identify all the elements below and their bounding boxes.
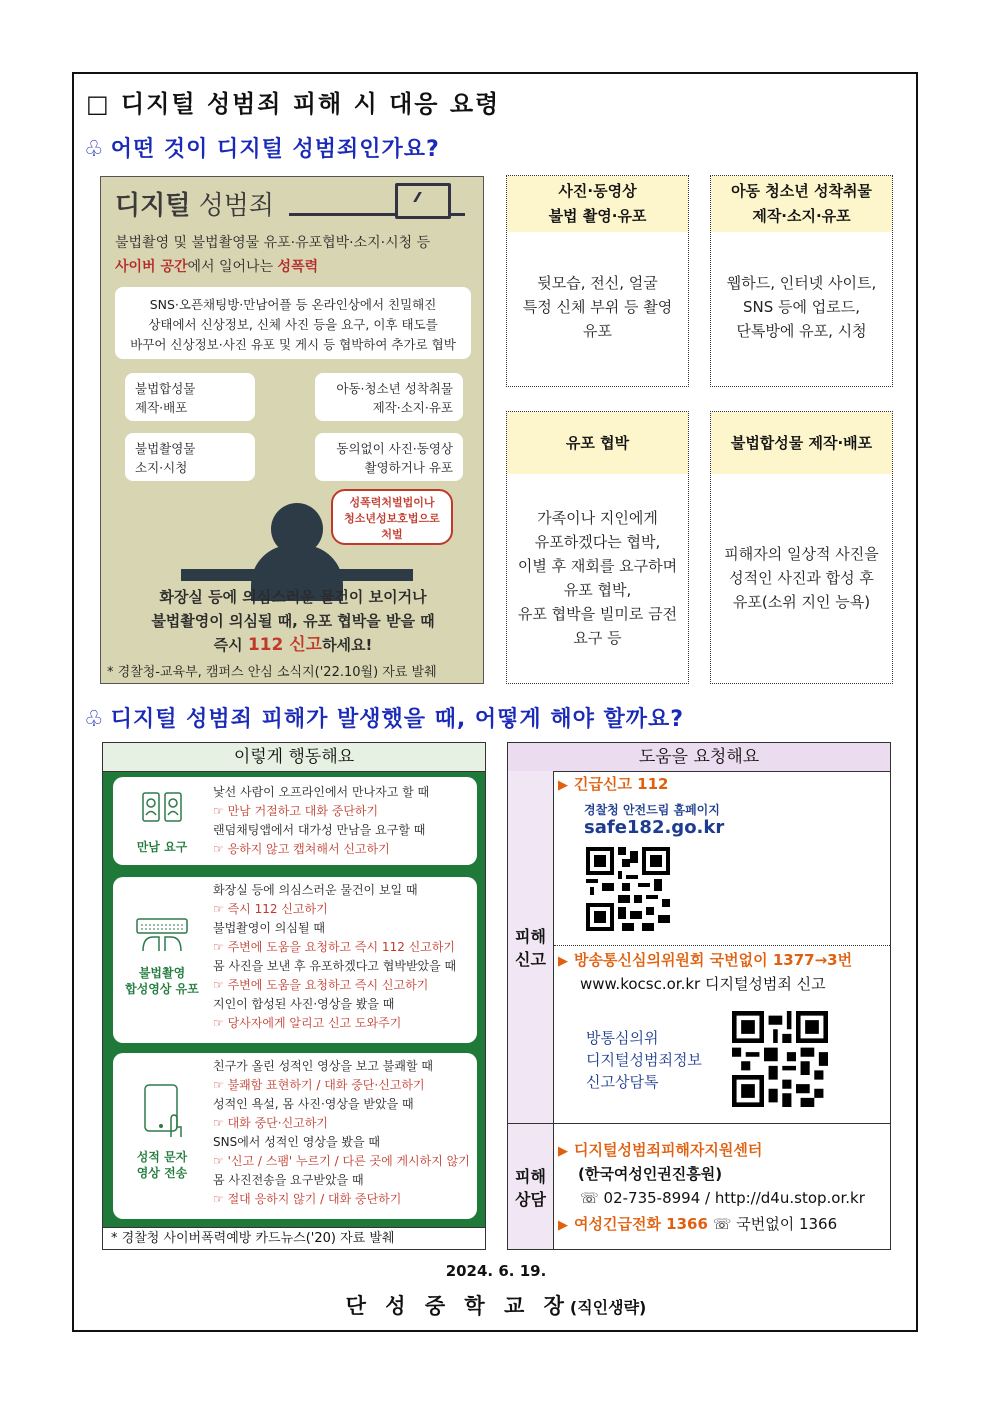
category-synthetic-media — [710, 411, 893, 684]
support-center: ▶ 디지털성범죄피해자지원센터 — [558, 1141, 763, 1159]
bubble-synthetic: 불법합성물 제작·배포 — [125, 373, 255, 421]
section-heading-2: ♧ 디지털 성범죄 피해가 발생했을 때, 어떻게 해야 할까요? — [84, 707, 685, 732]
desk-graphic — [181, 569, 413, 581]
category-head: 사진·동영상 불법 촬영·유포 — [507, 176, 688, 232]
support-center-contact[interactable]: ☏ 02-735-8994 / http://d4u.stop.or.kr — [580, 1189, 865, 1207]
category-body: 웹하드, 인터넷 사이트, SNS 등에 업로드, 단톡방에 유포, 시청 — [726, 274, 877, 340]
emergency-112: ▶ 긴급신고 112 — [558, 775, 669, 793]
poster-description: 불법촬영 및 불법촬영물 유포·유포협박·소지·시청 등 사이버 공간에서 일어나는 성폭력 — [115, 235, 431, 275]
poster-explanation-box: SNS·오픈채팅방·만남어플 등 온라인상에서 친밀해진 상태에서 신상정보, 신체 사진 등을 요구, 이후 태도를 바꾸어 신상정보·사진 유포 및 게시 등 협박하여 추가로 협박 — [115, 287, 471, 359]
action-guide-panel — [102, 742, 486, 1250]
safe182-caption: 경찰청 안전드림 홈페이지 — [584, 803, 720, 817]
poster-call-to-action: 화장실 등에 의심스러운 물건이 보이거나 불법촬영이 의심될 때, 유포 협박을 받을 때 즉시 112 신고하세요! — [151, 588, 435, 655]
card-text: 낯선 사람이 오프라인에서 만나자고 할 때 ☞ 만남 거절하고 대화 중단하기 랜덤채팅앱에서 대가성 만남을 요구할 때 ☞ 응하지 않고 캡쳐해서 신고하기 — [213, 785, 430, 856]
category-body: 가족이나 지인에게 유포하겠다는 협박, 이별 후 재회를 요구하며 유포 협박, 유포 협박을 빌미로 금전 요구 등 — [517, 509, 678, 647]
help-request-panel — [507, 742, 891, 1250]
women-hotline: ▶ 여성긴급전화 1366 ☏ 국번없이 1366 — [558, 1215, 838, 1233]
bubble-nonconsensual: 동의없이 사진·동영상 촬영하거나 유포 — [315, 433, 463, 481]
card-label: 불법촬영 합성영상 유포 — [125, 966, 199, 996]
triangle-icon: ▶ — [558, 1218, 568, 1233]
kocsc-url[interactable]: www.kocsc.or.kr 디지털성범죄 신고 — [580, 975, 826, 993]
report-label: 피해 신고 — [508, 771, 554, 1123]
card-sexual-messages — [113, 1053, 477, 1219]
safe182-link[interactable]: safe182.go.kr — [584, 817, 725, 838]
kocsc-qr-label: 방통심의위 디지털성범죄정보 신고상담톡 — [586, 1029, 702, 1091]
category-body: 피해자의 일상적 사진을 성적인 사진과 합성 후 유포(소위 지인 능욕) — [724, 545, 879, 611]
card-text: 친구가 올린 성적인 영상을 보고 불쾌할 때 ☞ 불쾌함 표현하기 / 대화 중단·신고하기 성적인 욕설, 몸 사진·영상을 받았을 때 ☞ 대화 중단·신고하기 SNS에서 성적인 영상을 봤을 때 ☞ '신고 / 스팸' 누르기 / 다른 곳에 게시하지 않기 몸 사진전송을 요구받았을 때 ☞ 절대 응하지 않기 / 대화 중단하기 — [213, 1059, 470, 1206]
card-meeting-request — [113, 777, 477, 865]
kocsc-qr-code — [732, 1011, 828, 1107]
card-illegal-filming — [113, 877, 477, 1043]
section-heading-1: ♧ 어떤 것이 디지털 성범죄인가요? — [84, 137, 440, 162]
action-guide-header: 이렇게 행동해요 — [103, 743, 485, 772]
clover-icon: ♧ — [84, 707, 105, 732]
triangle-icon: ▶ — [558, 954, 568, 969]
support-center-org: (한국여성인권진흥원) — [578, 1165, 723, 1183]
row-divider — [508, 1123, 890, 1124]
document-date: 2024. 6. 19. — [445, 1262, 547, 1280]
consult-label: 피해 상담 — [508, 1124, 554, 1249]
action-guide-source: * 경찰청 사이버폭력예방 카드뉴스('20) 자료 발췌 — [103, 1227, 485, 1249]
poster-title: 디지털 성범죄 — [115, 191, 274, 221]
dotted-divider — [554, 945, 890, 946]
kocsc-title: ▶ 방송통신심의위원회 국번없이 1377→3번 — [558, 951, 853, 969]
poster-source: * 경찰청-교육부, 캠퍼스 안심 소식지('22.10월) 자료 발췌 — [107, 665, 437, 680]
phone-people-icon — [141, 791, 183, 825]
laptop-icon — [395, 183, 451, 219]
digital-crime-poster — [100, 176, 484, 684]
bubble-illegal-footage: 불법촬영물 소지·시청 — [125, 433, 255, 481]
category-head: 유포 협박 — [507, 412, 688, 474]
card-text: 화장실 등에 의심스러운 물건이 보일 때 ☞ 즉시 112 신고하기 불법촬영이 의심될 때 ☞ 주변에 도움을 요청하고 즉시 112 신고하기 몸 사진을 보낸 후 유포하겠다고 협박받았을 때 ☞ 주변에 도움을 요청하고 즉시 신고하기 지인이 합성된 사진·영상을 봤을 때 ☞ 당사자에게 알리고 신고 도와주기 — [213, 883, 457, 1030]
category-child-exploitation — [710, 175, 893, 387]
category-illegal-filming — [506, 175, 689, 387]
category-distribution-threat — [506, 411, 689, 684]
triangle-icon: ▶ — [558, 778, 568, 793]
triangle-icon: ▶ — [558, 1144, 568, 1159]
tablet-touch-icon — [143, 1083, 183, 1139]
principal-signature: 단 성 중 학 교 장(직인생략) — [345, 1294, 647, 1318]
bubble-child-abuse: 아동·청소년 성착취물 제작·소지·유포 — [315, 373, 463, 421]
card-label: 성적 문자 영상 전송 — [136, 1150, 188, 1180]
keyboard-hands-icon — [135, 917, 189, 953]
clover-icon: ♧ — [84, 137, 105, 162]
category-head: 불법합성물 제작·배포 — [711, 412, 892, 474]
penalty-warning-bubble: 성폭력처벌법이나 청소년성보호법으로 처벌 — [331, 489, 453, 545]
page-title: □ 디지털 성범죄 피해 시 대응 요령 — [86, 90, 501, 118]
help-request-header: 도움을 요청해요 — [508, 743, 890, 772]
safe182-qr-code — [586, 847, 670, 931]
card-label: 만남 요구 — [136, 840, 188, 854]
category-head: 아동 청소년 성착취물 제작·소지·유포 — [711, 176, 892, 232]
category-body: 뒷모습, 전신, 얼굴 특정 신체 부위 등 촬영 유포 — [522, 274, 673, 340]
